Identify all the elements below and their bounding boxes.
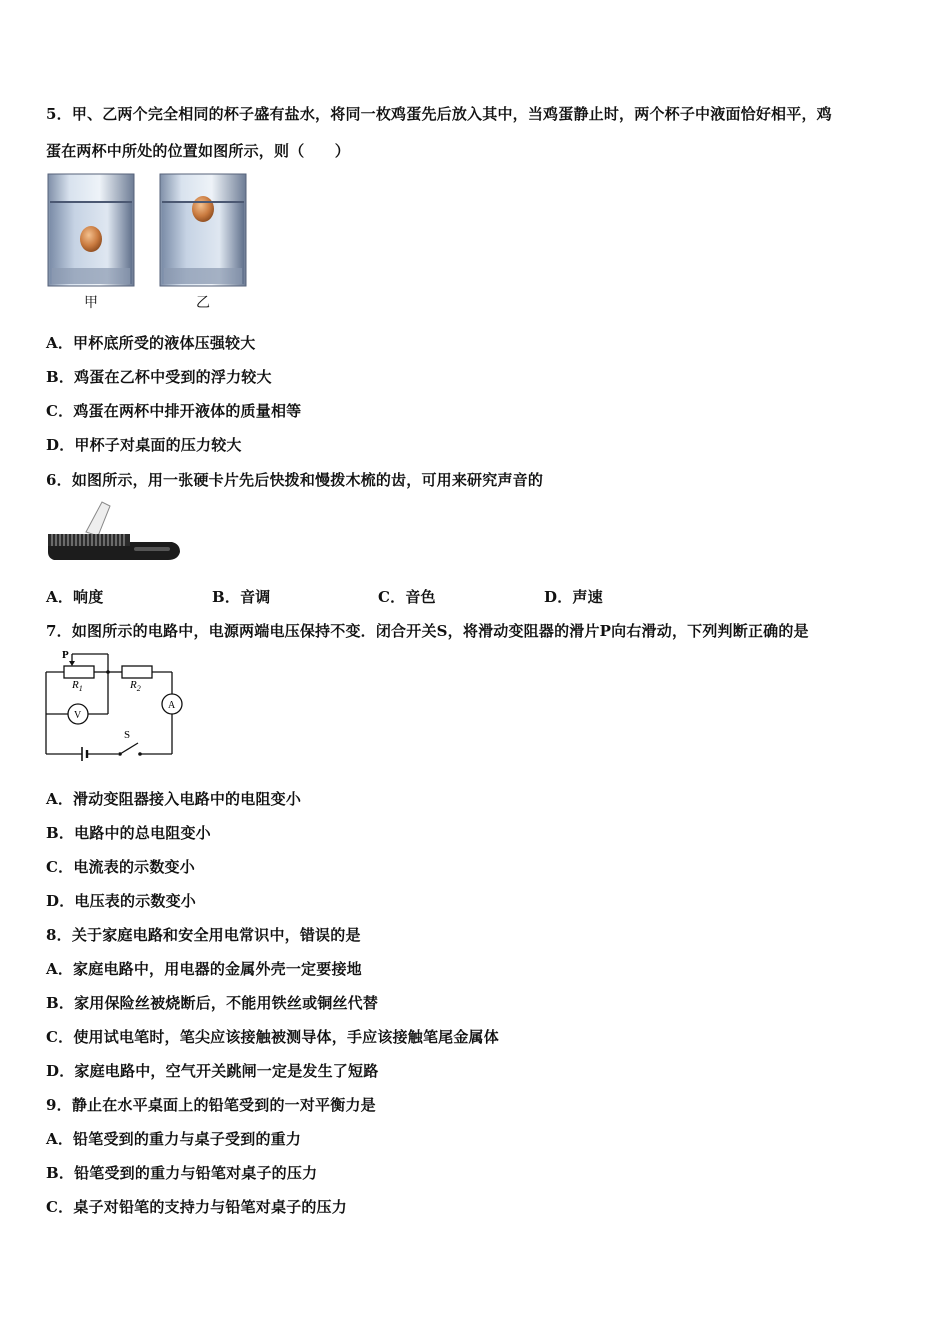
q7-option-b: B．电路中的总电阻变小 [46,824,211,842]
q8-option-b: B．家用保险丝被烧断后，不能用铁丝或铜丝代替 [46,994,379,1012]
q8-option-d: D．家庭电路中，空气开关跳闸一定是发生了短路 [46,1062,379,1080]
q6-comb-figure [46,500,182,566]
q6-option-c: C．音色 [378,588,436,606]
comb-illustration [46,500,182,566]
label-s: S [124,729,131,741]
q6-options-row [46,586,603,607]
q5-cups-figure [46,172,252,312]
circuit-diagram [40,646,190,764]
q7-option-a: A．滑动变阻器接入电路中的电阻变小 [46,790,302,808]
q7-circuit-figure [40,646,190,764]
cup-yi [160,174,246,286]
comb-teeth [48,534,130,548]
q5-option-a: A．甲杯底所受的液体压强较大 [46,334,256,352]
r1-resistor [64,666,94,678]
label-r1: $R_1$ [72,679,83,693]
q9-option-b: B．铅笔受到的重力与铅笔对桌子的压力 [46,1164,318,1182]
q5-option-b: B．鸡蛋在乙杯中受到的浮力较大 [46,368,272,386]
switch-lever [120,743,138,754]
label-p: P [62,649,69,661]
q8-option-a: A．家庭电路中，用电器的金属外壳一定要接地 [46,960,362,978]
q9-option-c: C．桌子对铅笔的支持力与铅笔对桌子的压力 [46,1198,347,1216]
r2-resistor [122,666,152,678]
q7-option-c: C．电流表的示数变小 [46,858,195,876]
q8-option-c: C．使用试电笔时，笔尖应该接触被测导体，手应该接触笔尾金属体 [46,1028,499,1046]
q5-stem-line1: 5．甲、乙两个完全相同的杯子盛有盐水，将同一枚鸡蛋先后放入其中，当鸡蛋静止时，两个杯子中液面恰好相平，鸡 [46,105,832,123]
q6-stem: 6．如图所示，用一张硬卡片先后快拨和慢拨木梳的齿，可用来研究声音的 [46,471,544,489]
q9-stem: 9．静止在水平桌面上的铅笔受到的一对平衡力是 [46,1096,376,1114]
cup-label-jia: 甲 [84,295,98,311]
q6-option-d: D．声速 [544,588,603,606]
cups-illustration [46,172,252,290]
cup-label-yi: 乙 [196,295,210,311]
q8-stem: 8．关于家庭电路和安全用电常识中，错误的是 [46,926,361,944]
label-v: V [74,710,82,721]
label-a: A [168,700,176,711]
q6-option-a: A．响度 [46,588,104,606]
cup-jia [48,174,134,286]
q5-stem-line2: 蛋在两杯中所处的位置如图所示，则（ ） [46,142,351,160]
q6-option-b: B．音调 [212,588,271,606]
q5-option-c: C．鸡蛋在两杯中排开液体的质量相等 [46,402,302,420]
label-r2: $R_2$ [130,679,141,693]
q9-option-a: A．铅笔受到的重力与桌子受到的重力 [46,1130,302,1148]
q5-option-d: D．甲杯子对桌面的压力较大 [46,436,242,454]
q7-stem: 7．如图所示的电路中，电源两端电压保持不变．闭合开关S，将滑动变阻器的滑片P向右滑动，下列判断正确的是 [46,622,809,640]
q7-option-d: D．电压表的示数变小 [46,892,197,910]
card-shape [86,502,110,536]
